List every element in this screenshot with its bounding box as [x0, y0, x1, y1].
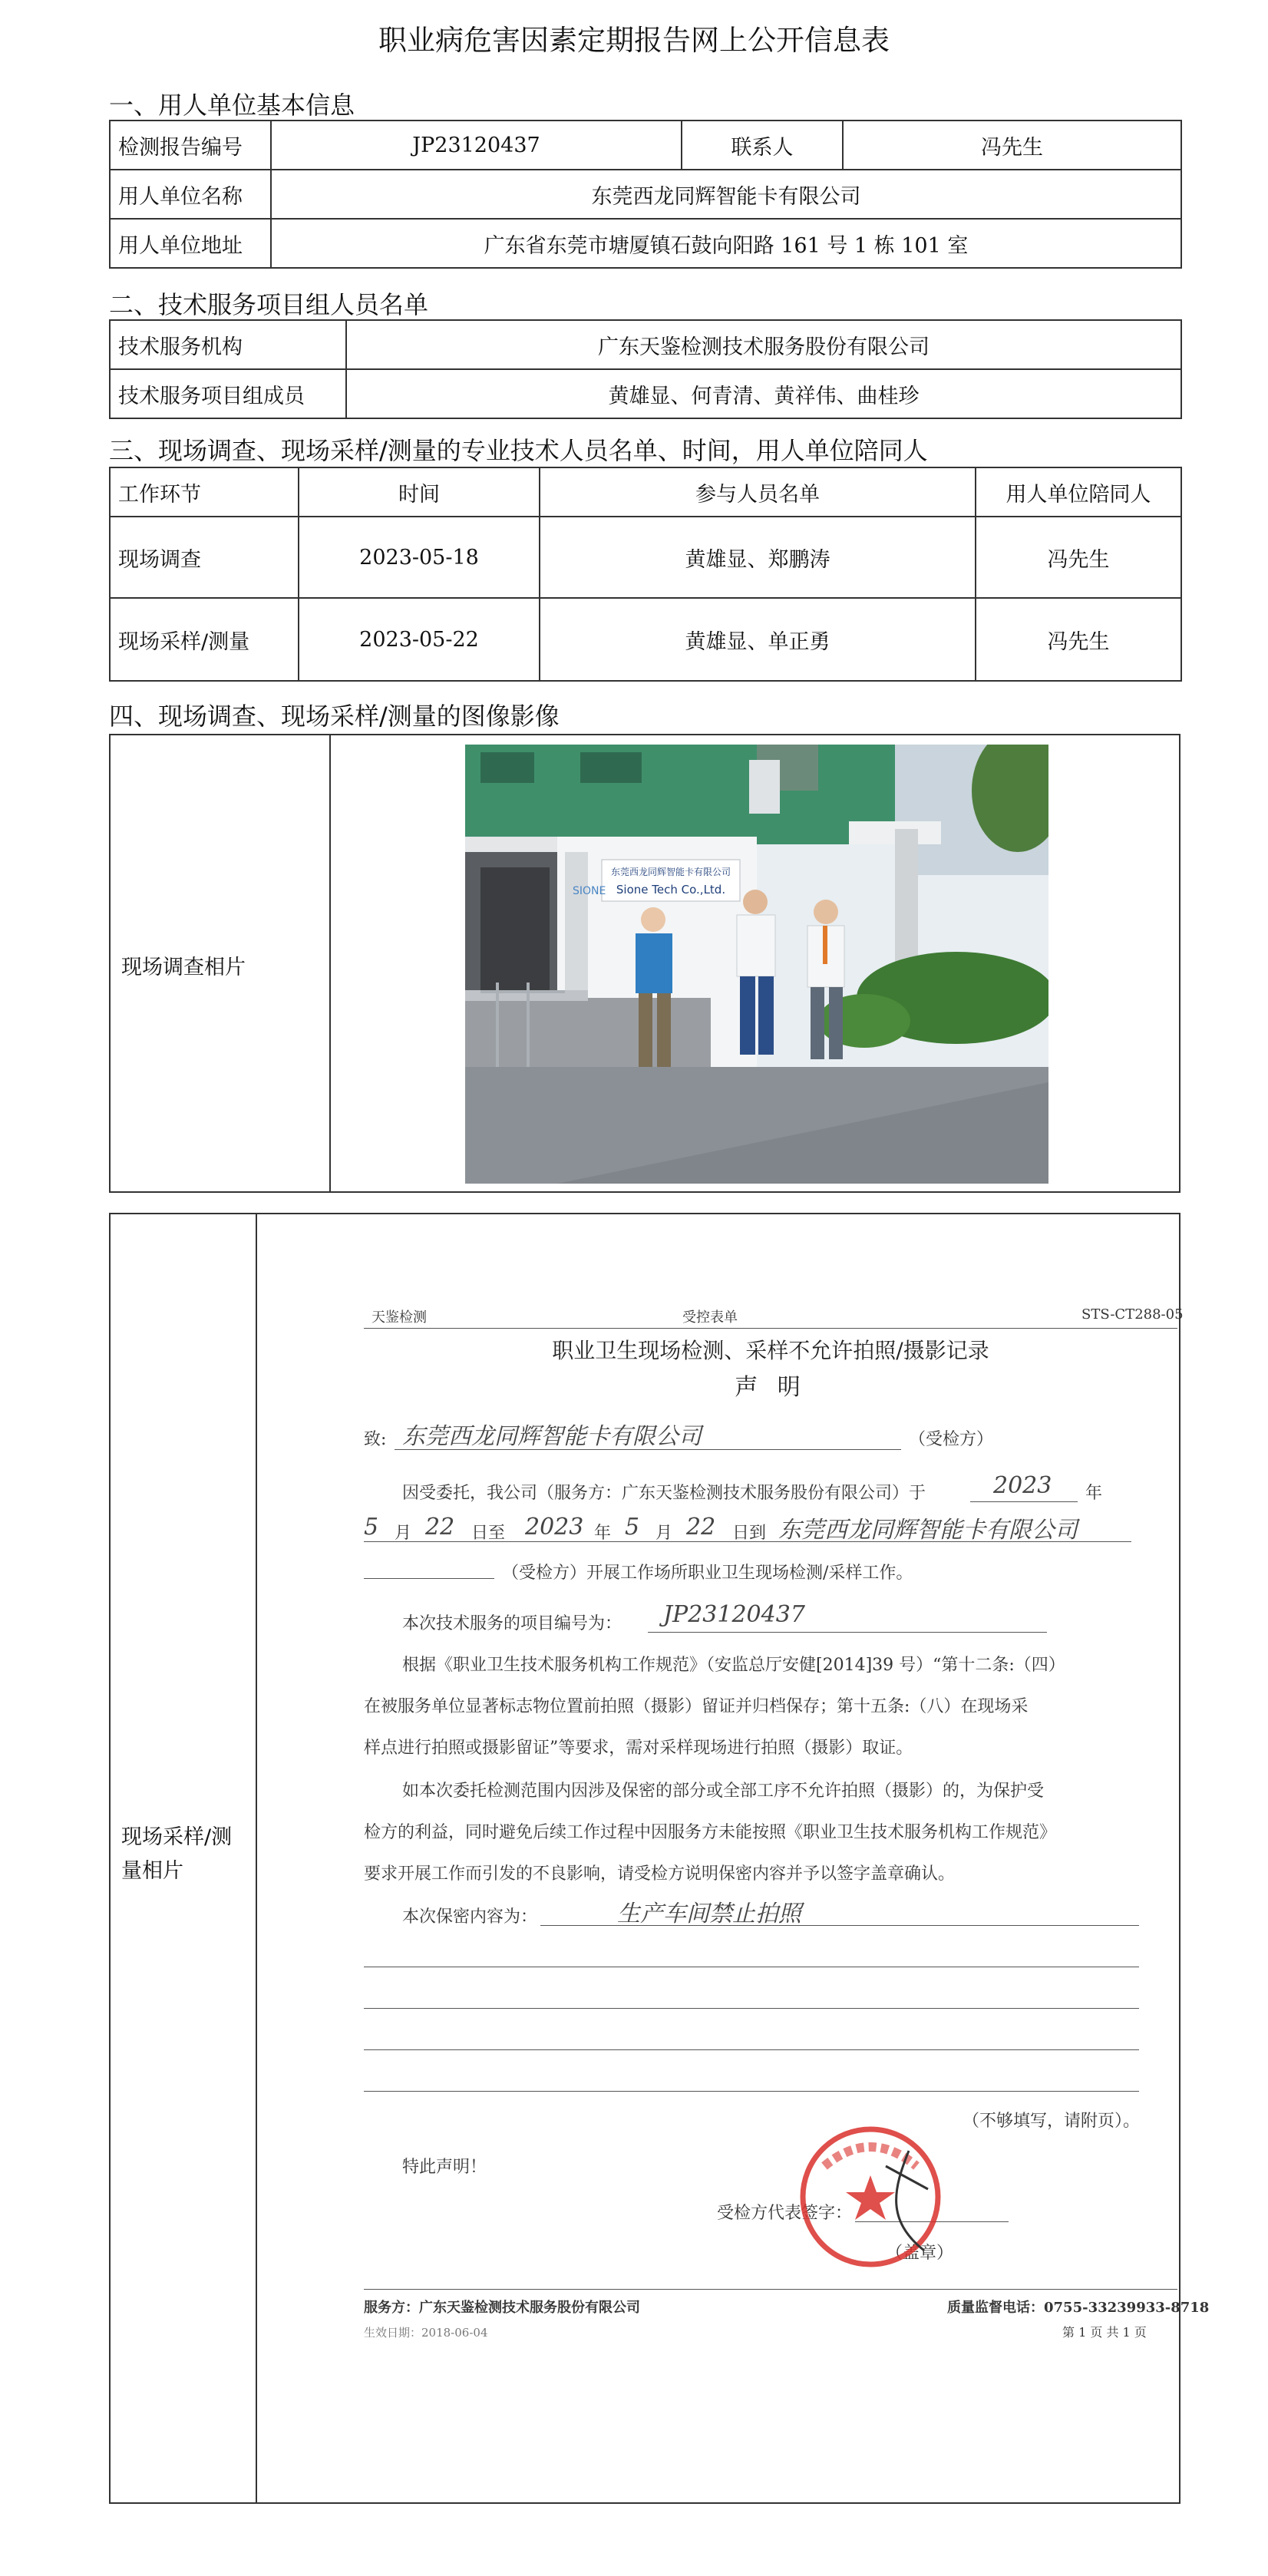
- address-value: 广东省东莞市塘厦镇石鼓向阳路 161 号 1 栋 101 室: [271, 219, 1181, 268]
- org-label: 技术服务机构: [110, 320, 346, 369]
- people-cell: 黄雄显、郑鹏涛: [540, 517, 976, 598]
- decl-subtitle: 声 明: [735, 1374, 807, 1401]
- decl-p2-hand: JP23120437: [663, 1601, 805, 1628]
- address-label: 用人单位地址: [110, 219, 271, 268]
- section-2-heading: 二、技术服务项目组人员名单: [109, 290, 429, 319]
- people-cell: 黄雄显、单正勇: [540, 598, 976, 681]
- decl-effective: 生效日期：2018-06-04: [364, 2326, 488, 2340]
- contact-label: 联系人: [682, 121, 843, 170]
- basic-info-table: [109, 120, 1182, 269]
- decl-p1-y2: 年: [594, 1524, 612, 1543]
- sampling-photo-label: 现场采样/测量相片: [121, 1825, 233, 1883]
- decl-page: 第 1 页 共 1 页: [1062, 2325, 1147, 2340]
- survey-photo-row: [109, 734, 1180, 1193]
- staff-schedule-table: [109, 467, 1182, 682]
- decl-p1-year-hand: 2023: [993, 1472, 1052, 1499]
- decl-footer-right: 质量监督电话：0755-33239933-8718: [947, 2300, 1210, 2316]
- contact-value: 冯先生: [843, 121, 1181, 170]
- decl-p1-d2: 日到: [732, 1524, 767, 1543]
- decl-p1-company-hand: 东莞西龙同辉智能卡有限公司: [778, 1517, 1078, 1544]
- service-team-table: [109, 319, 1182, 419]
- decl-p1-d1-hand: 22: [425, 1514, 455, 1541]
- decl-p1-y2-hand: 2023: [525, 1514, 584, 1541]
- decl-p2a: 本次技术服务的项目编号为：: [402, 1614, 622, 1633]
- photo-sign-cn: 东莞西龙同辉智能卡有限公司: [610, 867, 731, 877]
- decl-footer-left: 服务方：广东天鉴检测技术服务股份有限公司: [364, 2300, 640, 2316]
- header-escort: 用人单位陪同人: [976, 467, 1181, 517]
- page-title: 职业病危害因素定期报告网上公开信息表: [378, 24, 890, 57]
- escort-cell: 冯先生: [976, 517, 1181, 598]
- decl-p3-1: 根据《职业卫生技术服务机构工作规范》（安监总厅安健[2014]39 号）“第十二条:（四）: [402, 1656, 1065, 1675]
- decl-p3-2: 在被服务单位显著标志物位置前拍照（摄影）留证并归档保存；第十五条:（八）在现场采: [364, 1697, 1029, 1716]
- sampling-photo-row: [109, 1213, 1210, 2504]
- decl-p1a: 因受委托，我公司（服务方：广东天鉴检测技术服务股份有限公司）于: [402, 1484, 926, 1503]
- decl-p1-m1-hand: 5: [364, 1514, 379, 1541]
- decl-p1-m2-hand: 5: [625, 1514, 640, 1541]
- decl-p1b: （受检方）开展工作场所职业卫生现场检测/采样工作。: [502, 1564, 913, 1583]
- company-seal: [794, 2120, 947, 2274]
- stage-cell: 现场调查: [110, 517, 299, 598]
- decl-p3-3: 样点进行拍照或摄影留证”等要求，需对采样现场进行拍照（摄影）取证。: [364, 1739, 913, 1758]
- members-value: 黄雄显、何青清、黄祥伟、曲桂珍: [346, 369, 1181, 418]
- survey-photo: [465, 745, 1048, 1184]
- decl-note: （不够填写，请附页）。: [963, 2112, 1141, 2131]
- decl-header-mid: 受控表单: [682, 1309, 738, 1326]
- table-row: [110, 517, 1181, 598]
- decl-header-right: STS-CT288-05: [1081, 1306, 1184, 1323]
- decl-title: 职业卫生现场检测、采样不允许拍照/摄影记录: [552, 1338, 989, 1363]
- decl-to-prefix: 致:: [364, 1430, 387, 1449]
- table-row: [110, 598, 1181, 681]
- decl-p4-2: 检方的利益，同时避免后续工作过程中因服务方未能按照《职业卫生技术服务机构工作规范》: [364, 1823, 1057, 1842]
- decl-p1-d2-hand: 22: [686, 1514, 716, 1541]
- date-cell: 2023-05-18: [299, 517, 540, 598]
- section-3-heading: 三、现场调查、现场采样/测量的专业技术人员名单、时间，用人单位陪同人: [109, 436, 928, 465]
- decl-closing: 特此声明！: [402, 2158, 487, 2177]
- decl-header-left: 天鉴检测: [371, 1309, 427, 1326]
- section-4-heading: 四、现场调查、现场采样/测量的图像影像: [109, 702, 560, 731]
- decl-to-hand: 东莞西龙同辉智能卡有限公司: [402, 1423, 702, 1450]
- org-value: 广东天鉴检测技术服务股份有限公司: [346, 320, 1181, 369]
- header-people: 参与人员名单: [540, 467, 976, 517]
- decl-p4-3: 要求开展工作而引发的不良影响，请受检方说明保密内容并予以签字盖章确认。: [364, 1864, 956, 1884]
- report-no-value: JP23120437: [271, 121, 682, 170]
- company-value: 东莞西龙同辉智能卡有限公司: [271, 170, 1181, 219]
- report-no-label: 检测报告编号: [110, 121, 271, 170]
- decl-p5-hand: 生产车间禁止拍照: [617, 1901, 801, 1927]
- decl-p1-m1: 月: [395, 1524, 412, 1543]
- decl-p1-m2: 月: [655, 1524, 673, 1543]
- members-label: 技术服务项目组成员: [110, 369, 346, 418]
- decl-p5a: 本次保密内容为：: [402, 1907, 538, 1927]
- decl-seal-label: （盖章）: [886, 2244, 954, 2263]
- decl-sign-label: 受检方代表签字：: [717, 2204, 853, 2223]
- photo-logo: SIONE: [573, 885, 606, 897]
- decl-to-suffix: （受检方）: [909, 1430, 994, 1449]
- header-stage: 工作环节: [110, 467, 299, 517]
- decl-p1-d1: 日至: [471, 1524, 506, 1543]
- date-cell: 2023-05-22: [299, 598, 540, 681]
- company-label: 用人单位名称: [110, 170, 271, 219]
- photo-sign-en: Sione Tech Co.,Ltd.: [616, 883, 726, 897]
- escort-cell: 冯先生: [976, 598, 1181, 681]
- stage-cell: 现场采样/测量: [110, 598, 299, 681]
- decl-p4-1: 如本次委托检测范围内因涉及保密的部分或全部工序不允许拍照（摄影）的，为保护受: [402, 1782, 1045, 1801]
- survey-photo-label: 现场调查相片: [121, 956, 246, 979]
- decl-p1-year: 年: [1085, 1484, 1103, 1503]
- section-1-heading: 一、用人单位基本信息: [109, 91, 355, 120]
- header-date: 时间: [299, 467, 540, 517]
